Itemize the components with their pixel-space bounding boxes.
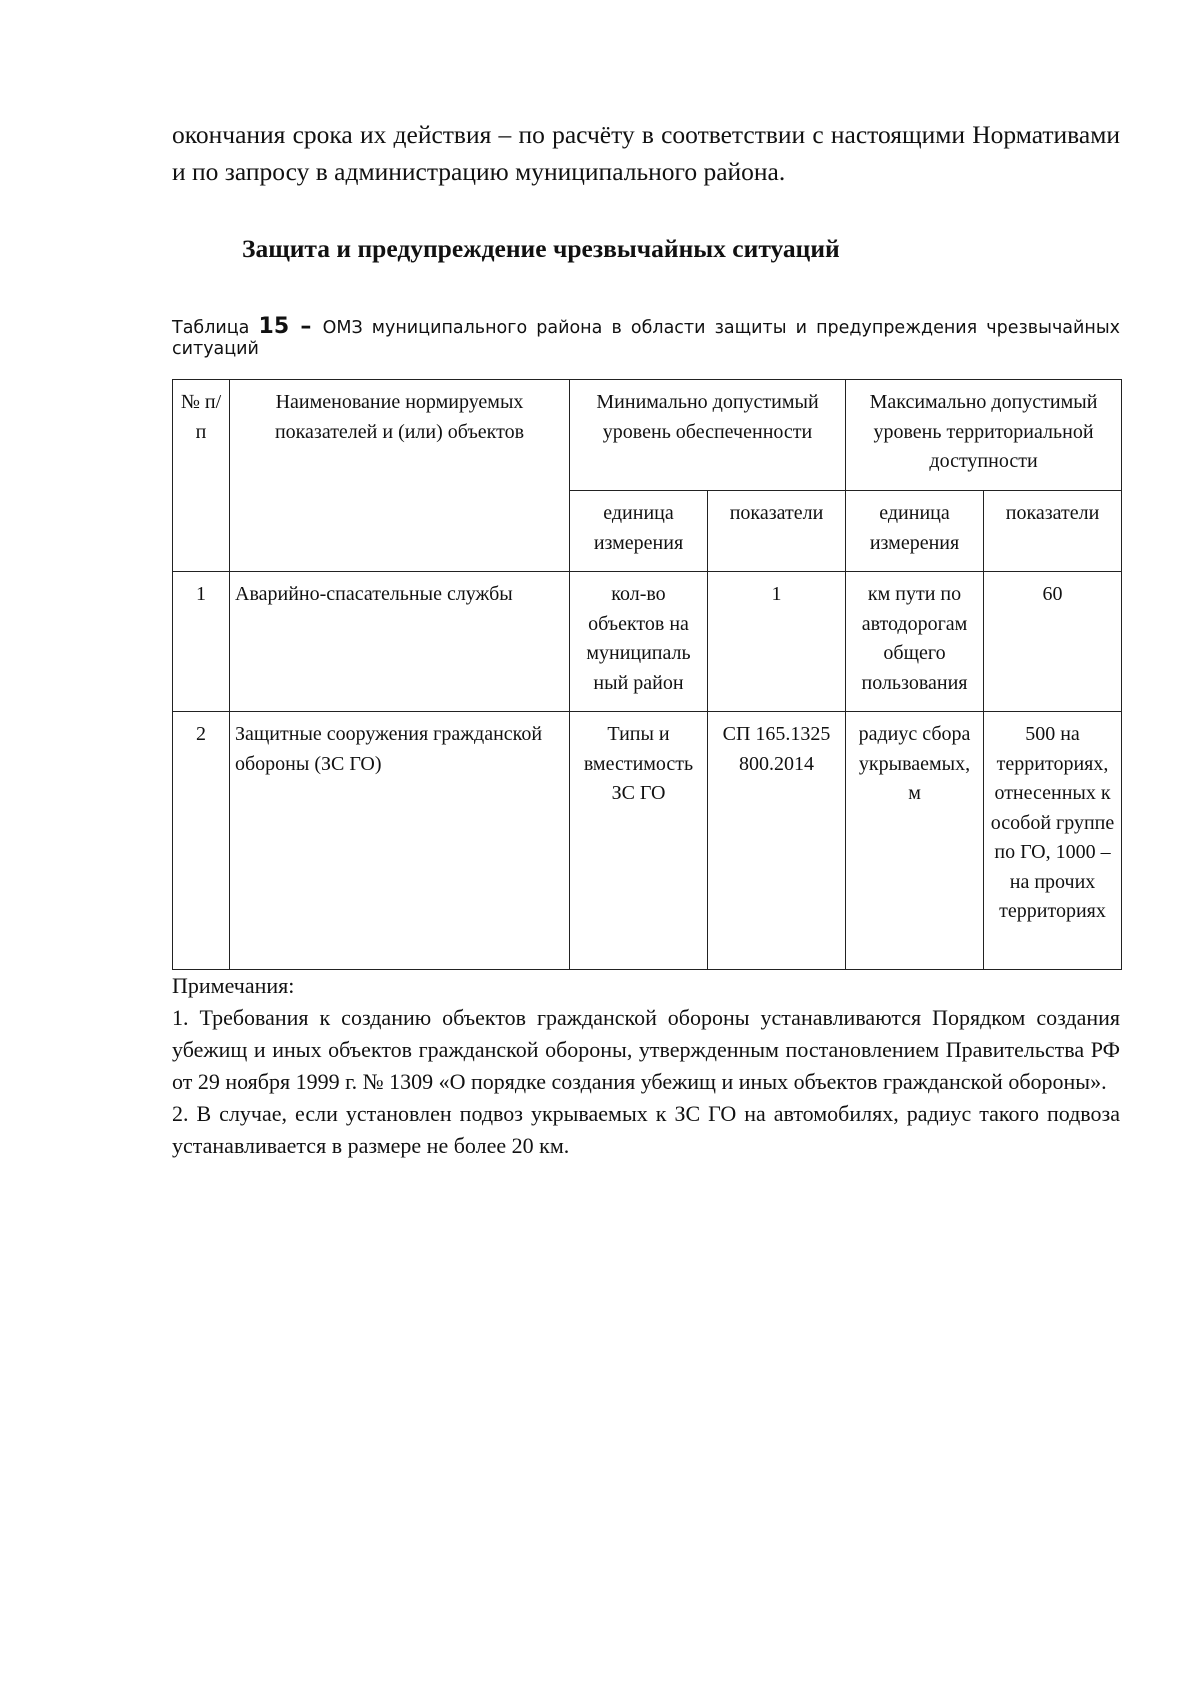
row-min-unit: кол-во объектов на муниципаль ный район xyxy=(570,572,708,712)
caption-dash: – xyxy=(289,314,323,339)
row-max-unit: радиус сбора укрываемых, м xyxy=(846,712,984,970)
row-num: 2 xyxy=(173,712,230,970)
row-max-unit: км пути по автодорогам общего пользования xyxy=(846,572,984,712)
table-row xyxy=(173,572,1122,712)
header-num: № п/п xyxy=(173,380,230,572)
note-item: 1. Требования к созданию объектов гражданской обороны устанавливаются Порядком создания убежищ и иных объектов гражданской обороны, утвержденным постановлением Правительства РФ от 29 ноября 1999 г. № 1309 «О порядке создания убежищ и иных объектов гражданской обороны». xyxy=(172,1005,1120,1094)
note-item: 2. В случае, если установлен подвоз укрываемых к ЗС ГО на автомобилях, радиус такого подвоза устанавливается в размере не более 20 км. xyxy=(172,1101,1120,1158)
header-min-value: показатели xyxy=(708,491,846,572)
indicators-table xyxy=(172,379,1122,970)
header-min-unit: единица измерения xyxy=(570,491,708,572)
table-row xyxy=(173,712,1122,970)
caption-number: 15 xyxy=(258,314,290,339)
table-caption xyxy=(172,316,1120,360)
row-name: Защитные сооружения гражданской обороны (ЗС ГО) xyxy=(230,712,570,970)
row-min-value: 1 xyxy=(708,572,846,712)
row-name: Аварийно-спасательные службы xyxy=(230,572,570,712)
intro-paragraph: окончания срока их действия – по расчёту в соответствии с настоящими Нормативами и по запросу в администрацию муниципального района. xyxy=(172,120,1120,186)
header-max-group: Максимально допустимый уровень территориальной доступности xyxy=(846,380,1122,491)
caption-prefix: Таблица xyxy=(172,318,259,338)
row-min-unit: Типы и вместимость ЗС ГО xyxy=(570,712,708,970)
section-heading: Защита и предупреждение чрезвычайных ситуаций xyxy=(242,234,840,263)
table-header-row xyxy=(173,380,1122,491)
row-max-value: 60 xyxy=(984,572,1122,712)
notes-title: Примечания: xyxy=(172,973,295,998)
caption-text: ОМЗ муниципального района в области защиты и предупреждения чрезвычайных ситуаций xyxy=(172,318,1120,359)
notes-section xyxy=(172,970,1120,1162)
row-max-value: 500 на территориях, отнесенных к особой группе по ГО, 1000 – на прочих территориях xyxy=(984,712,1122,970)
row-num: 1 xyxy=(173,572,230,712)
row-min-value: СП 165.1325 800.2014 xyxy=(708,712,846,970)
header-min-group: Минимально допустимый уровень обеспеченности xyxy=(570,380,846,491)
header-max-unit: единица измерения xyxy=(846,491,984,572)
header-name: Наименование нормируемых показателей и (или) объектов xyxy=(230,380,570,572)
header-max-value: показатели xyxy=(984,491,1122,572)
